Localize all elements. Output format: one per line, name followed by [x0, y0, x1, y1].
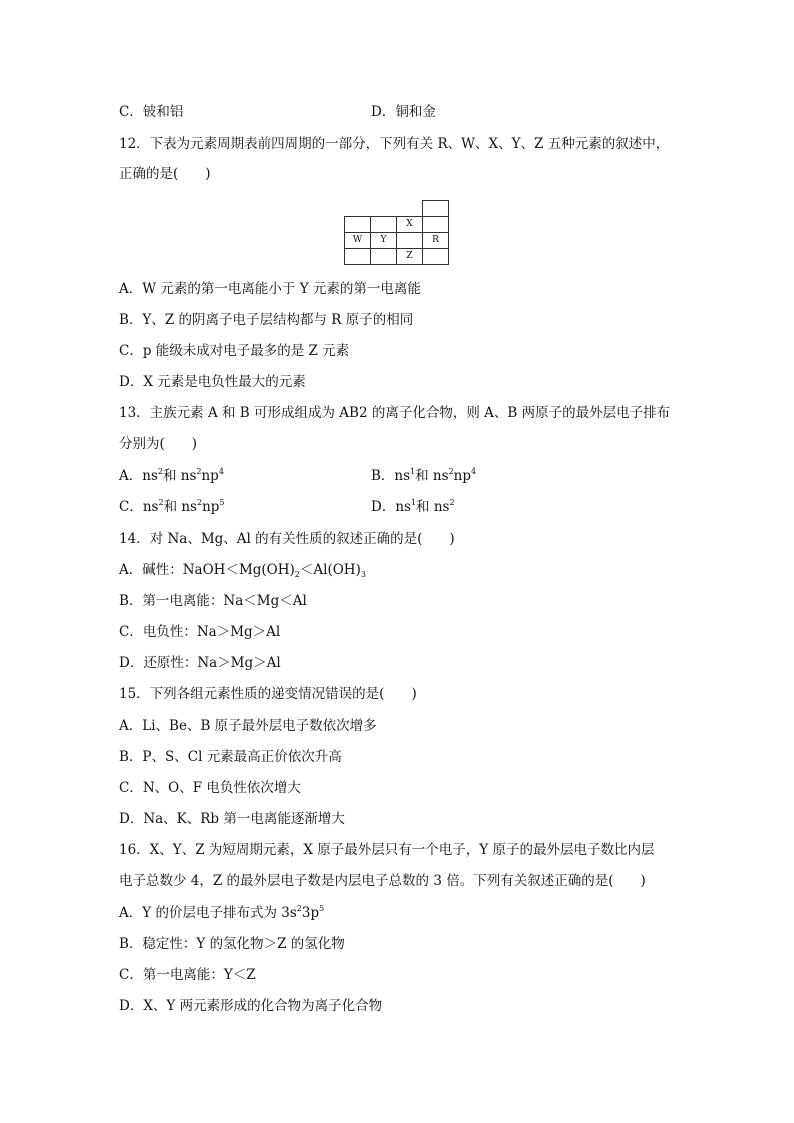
q15-option-b: B．P、S、Cl 元素最高正价依次升高: [119, 749, 342, 765]
q15-option-c: C．N、O、F 电负性依次增大: [119, 780, 301, 796]
q13-option-d: D．$ns^1$和 $ns^2$: [371, 498, 455, 515]
table-cell-empty: [422, 200, 449, 217]
table-cell-y: Y: [370, 232, 397, 249]
q14-option-a: A．碱性：$NaOH<Mg(OH)_2<Al(OH)_3$: [119, 562, 366, 579]
q14-option-b: B．第一电离能：Na＜Mg＜Al: [119, 593, 307, 609]
q13-option-b: B．$ns^1$和 $ns^2np^4$: [371, 467, 477, 484]
q12-option-b: B．Y、Z 的阴离子电子层结构都与 R 原子的相同: [119, 312, 414, 328]
q15-stem: 15．下列各组元素性质的递变情况错误的是( ): [119, 686, 417, 702]
q15-option-a: A．Li、Be、B 原子最外层电子数依次增多: [119, 718, 377, 734]
table-cell-empty: [422, 248, 449, 265]
q11-option-d: D．铜和金: [371, 104, 436, 120]
table-cell-empty: [396, 232, 423, 249]
q13-stem-line2: 分别为( ): [119, 436, 198, 452]
q16-option-c: C．第一电离能：Y＜Z: [119, 967, 256, 983]
q12-option-a: A．W 元素的第一电离能小于 Y 元素的第一电离能: [119, 281, 421, 297]
table-cell-empty: [370, 216, 397, 233]
q16-stem-line2: 电子总数少 4，Z 的最外层电子数是内层电子总数的 3 倍。下列有关叙述正确的是( ): [119, 873, 646, 889]
q16-option-a: A．Y 的价层电子排布式为 $3s^23p^5$: [119, 904, 325, 921]
table-cell-empty: [344, 216, 371, 233]
q13-stem-line1: 13．主族元素 A 和 B 可形成组成为 AB2 的离子化合物，则 A、B 两原子的最外层电子排布: [119, 405, 671, 421]
q11-option-c: C．铍和铝: [119, 104, 184, 120]
q14-option-c: C．电负性：Na＞Mg＞Al: [119, 624, 281, 640]
q15-option-d: D．Na、K、Rb 第一电离能逐渐增大: [119, 811, 345, 827]
q14-option-d: D．还原性：Na＞Mg＞Al: [119, 655, 281, 671]
q16-option-b: B．稳定性：Y 的氢化物＞Z 的氢化物: [119, 936, 345, 952]
table-cell-empty: [344, 248, 371, 265]
q13-option-a: A．$ns^2$和 $ns^2np^4$: [119, 467, 224, 484]
q12-option-c: C．p 能级未成对电子最多的是 Z 元素: [119, 343, 350, 359]
table-cell-w: W: [344, 232, 371, 249]
periodic-table-fragment: [344, 200, 450, 264]
q12-stem-line2: 正确的是( ): [119, 166, 211, 182]
table-cell-empty: [370, 248, 397, 265]
table-cell-empty: [422, 216, 449, 233]
q12-option-d: D．X 元素是电负性最大的元素: [119, 374, 306, 390]
q14-stem: 14．对 Na、Mg、Al 的有关性质的叙述正确的是( ): [119, 531, 455, 547]
table-cell-r: R: [422, 232, 449, 249]
table-cell-z: Z: [396, 248, 423, 265]
q13-option-c: C．$ns^2$和 $ns^2np^5$: [119, 498, 225, 515]
table-cell-x: X: [396, 216, 423, 233]
q16-stem-line1: 16．X、Y、Z 为短周期元素，X 原子最外层只有一个电子，Y 原子的最外层电子数比内层: [119, 842, 655, 858]
q16-option-d: D．X、Y 两元素形成的化合物为离子化合物: [119, 998, 383, 1014]
q12-stem-line1: 12．下表为元素周期表前四周期的一部分，下列有关 R、W、X、Y、Z 五种元素的叙述中，: [119, 136, 670, 152]
